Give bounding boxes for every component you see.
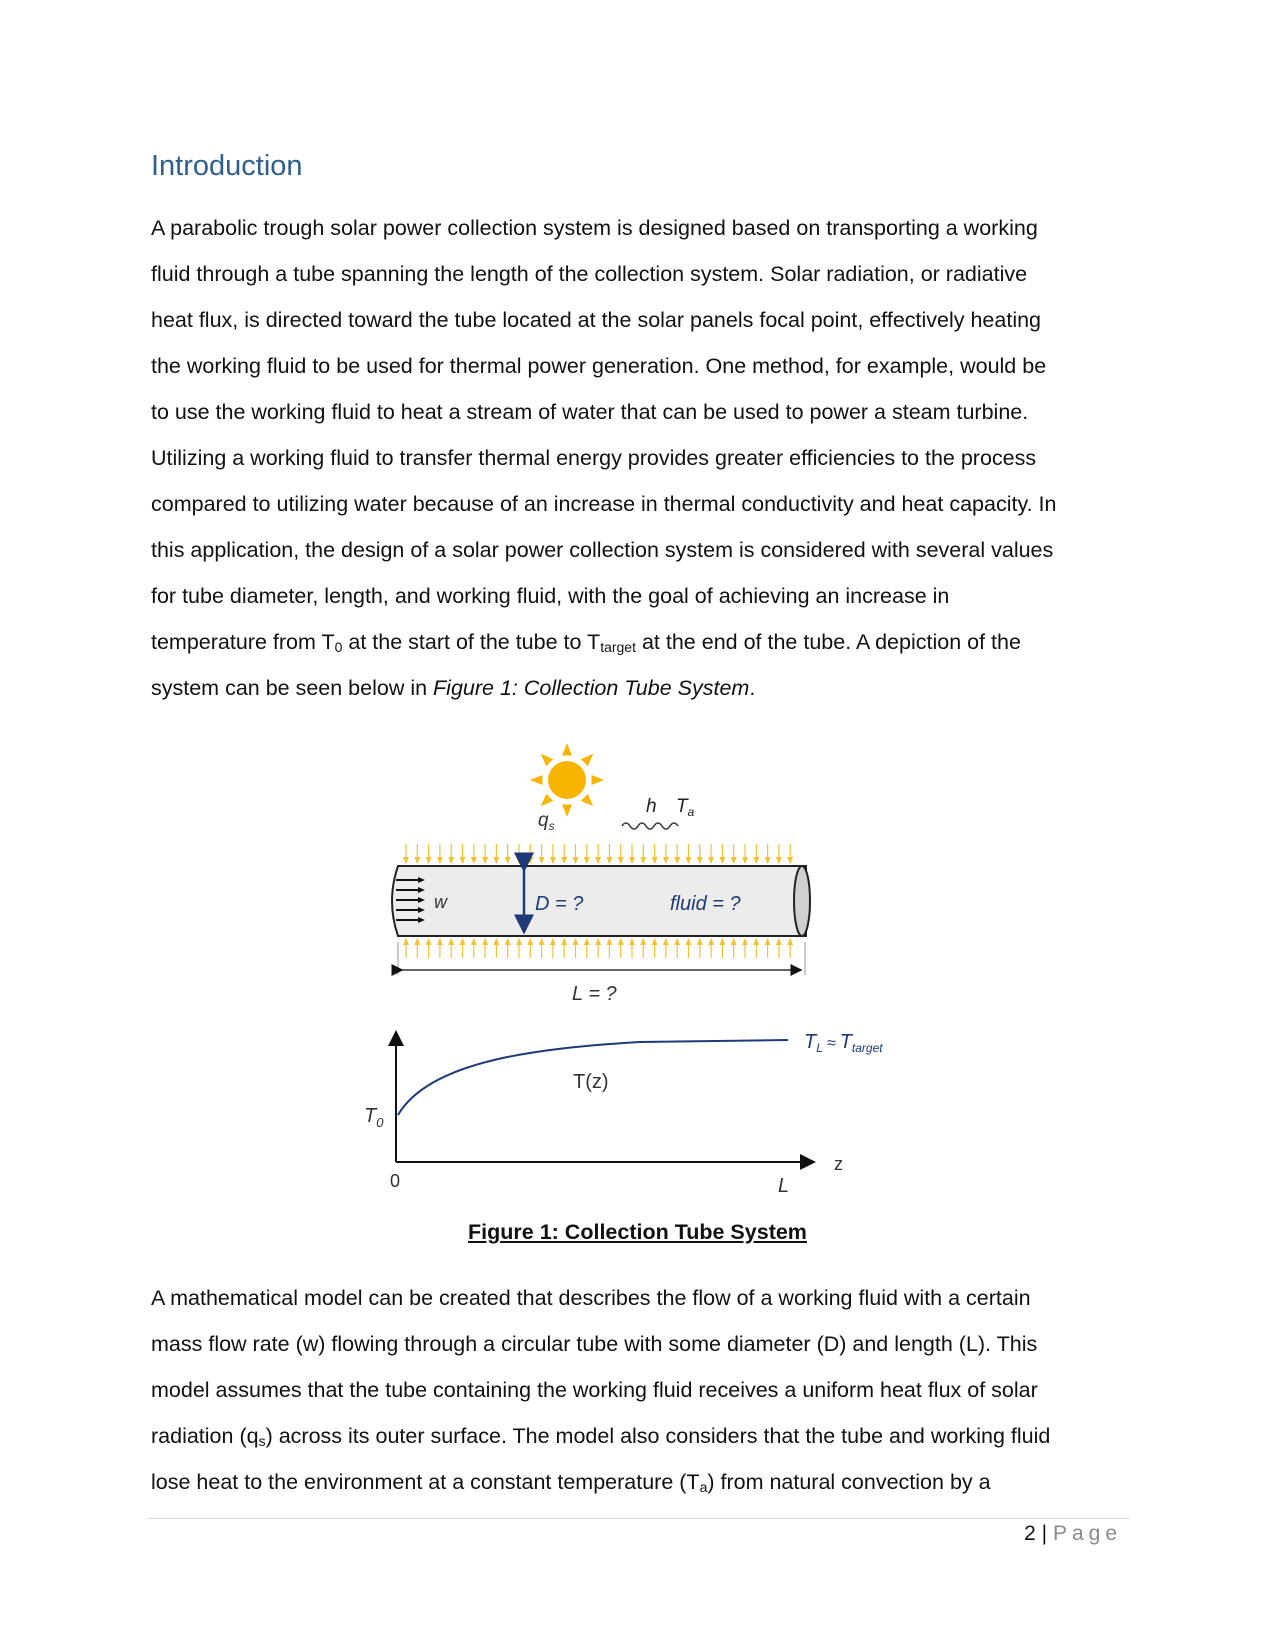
heat-arrowhead xyxy=(493,938,499,945)
text-line: this application, the design of a solar power collection system is considered with several values xyxy=(151,538,1054,562)
heat-arrowhead xyxy=(652,938,658,945)
text-line: for tube diameter, length, and working fluid, with the goal of achieving an increase in xyxy=(151,584,950,608)
text: lose heat to the environment at a constant temperature (T xyxy=(151,1470,700,1494)
heat-arrowhead xyxy=(787,938,793,945)
Ta-label: $T_a$ xyxy=(676,796,695,819)
text-line xyxy=(151,665,1131,711)
heat-arrowhead xyxy=(414,857,420,864)
footer-divider xyxy=(147,1518,1130,1519)
heat-arrowhead xyxy=(403,938,409,945)
page-number: 2 xyxy=(1024,1522,1036,1545)
tube xyxy=(392,866,810,936)
sun-ray xyxy=(541,794,553,806)
heat-arrowhead xyxy=(674,857,680,864)
heat-arrowhead xyxy=(482,938,488,945)
text: ) from natural convection by a xyxy=(707,1470,991,1494)
intro-paragraph xyxy=(151,205,1131,711)
heat-arrowhead xyxy=(640,857,646,864)
footer-separator: | xyxy=(1041,1522,1048,1545)
heat-arrowhead xyxy=(719,938,725,945)
text: ) across its outer surface. The model also considers that the tube and working fluid xyxy=(265,1424,1051,1448)
D-label: D = ? xyxy=(535,893,584,915)
heat-arrowhead xyxy=(505,857,511,864)
heat-arrowhead xyxy=(437,857,443,864)
heat-arrowhead xyxy=(482,857,488,864)
sun-ray xyxy=(541,754,553,766)
heat-arrowhead xyxy=(505,938,511,945)
text-line xyxy=(151,1413,1131,1459)
heat-arrowhead xyxy=(403,857,409,864)
heat-arrowhead xyxy=(550,938,556,945)
heat-arrowhead xyxy=(426,938,432,945)
heat-arrowhead xyxy=(516,938,522,945)
h-label: h xyxy=(646,796,657,817)
heat-arrowhead xyxy=(697,938,703,945)
heat-arrowhead xyxy=(561,857,567,864)
L-label: L = ? xyxy=(572,983,617,1005)
heat-arrowhead xyxy=(686,857,692,864)
sun-ray xyxy=(581,754,593,766)
heat-arrowhead xyxy=(652,857,658,864)
heat-arrowhead xyxy=(719,857,725,864)
text-line xyxy=(151,1459,1131,1505)
text: radiation (q xyxy=(151,1424,259,1448)
text: at the start of the tube to T xyxy=(342,630,601,654)
heat-arrowhead xyxy=(573,857,579,864)
heat-arrowhead xyxy=(539,857,545,864)
heat-arrowhead xyxy=(731,857,737,864)
heat-arrowhead xyxy=(776,857,782,864)
z-label: z xyxy=(834,1154,843,1174)
heat-arrowhead xyxy=(584,857,590,864)
heat-arrowhead xyxy=(516,857,522,864)
page-label: Page xyxy=(1052,1522,1122,1545)
text-line: fluid through a tube spanning the length of the collection system. Solar radiation, or radiative xyxy=(151,262,1028,286)
heat-flux-arrows-bottom xyxy=(403,938,793,958)
heat-arrowhead xyxy=(629,857,635,864)
w-label: w xyxy=(434,892,447,912)
heat-arrowhead xyxy=(731,938,737,945)
heat-arrowhead xyxy=(765,938,771,945)
heat-arrowhead xyxy=(708,938,714,945)
text-line: heat flux, is directed toward the tube located at the solar panels focal point, effectively heating xyxy=(151,308,1042,332)
page-footer xyxy=(1024,1522,1122,1546)
heat-arrowhead xyxy=(595,857,601,864)
heat-arrowhead xyxy=(674,938,680,945)
heat-arrowhead xyxy=(414,938,420,945)
qs-label: $q_s$ xyxy=(538,810,555,833)
text-line xyxy=(151,619,1131,665)
heat-arrowhead xyxy=(753,857,759,864)
sun-ray xyxy=(562,743,572,755)
text-line: compared to utilizing water because of an increase in thermal conductivity and heat capacity. In xyxy=(151,492,1057,516)
T0-label: $T_0$ xyxy=(364,1105,384,1130)
figure-caption: Figure 1: Collection Tube System xyxy=(468,1220,807,1244)
heat-arrowhead xyxy=(663,938,669,945)
text-line: A mathematical model can be created that describes the flow of a working fluid with a certain xyxy=(151,1286,1031,1310)
heat-arrowhead xyxy=(527,938,533,945)
Tz-label: T(z) xyxy=(573,1071,609,1093)
heat-arrowhead xyxy=(765,857,771,864)
heat-arrowhead xyxy=(460,938,466,945)
sun-ray xyxy=(581,794,593,806)
heat-arrowhead xyxy=(573,938,579,945)
heat-arrowhead xyxy=(561,938,567,945)
model-paragraph xyxy=(151,1275,1131,1505)
heat-arrowhead xyxy=(708,857,714,864)
heat-arrowhead xyxy=(742,857,748,864)
heat-arrowhead xyxy=(550,857,556,864)
heat-arrowhead xyxy=(742,938,748,945)
subscript: s xyxy=(258,1433,266,1449)
origin-label: 0 xyxy=(390,1171,401,1191)
TL-target-label: $T_L$ ≈ $T_{target}$ xyxy=(804,1031,883,1055)
heat-arrowhead xyxy=(663,857,669,864)
heat-arrowhead xyxy=(426,857,432,864)
figure-reference: Figure 1: Collection Tube System xyxy=(433,676,750,700)
heat-arrowhead xyxy=(460,857,466,864)
heat-arrowhead xyxy=(618,857,624,864)
heat-arrowhead xyxy=(776,938,782,945)
heat-arrowhead xyxy=(606,857,612,864)
heat-arrowhead xyxy=(629,938,635,945)
text-line: A parabolic trough solar power collection system is designed based on transporting a working xyxy=(151,216,1038,240)
fluid-label: fluid = ? xyxy=(670,893,741,915)
text: . xyxy=(749,676,756,700)
heat-arrowhead xyxy=(448,857,454,864)
heat-arrowhead xyxy=(448,938,454,945)
text: temperature from T xyxy=(151,630,335,654)
heat-arrowhead xyxy=(686,938,692,945)
heat-arrowhead xyxy=(471,938,477,945)
sun-icon xyxy=(530,743,604,817)
subscript: 0 xyxy=(334,639,343,655)
sun-ray xyxy=(592,775,604,785)
heat-flux-arrows-top xyxy=(403,844,793,864)
heat-arrowhead xyxy=(595,938,601,945)
subscript: a xyxy=(699,1479,708,1495)
heat-arrowhead xyxy=(697,857,703,864)
text-line: the working fluid to be used for thermal power generation. One method, for example, would be xyxy=(151,354,1047,378)
text: system can be seen below in xyxy=(151,676,434,700)
text-line: mass flow rate (w) flowing through a circular tube with some diameter (D) and length (L). This xyxy=(151,1332,1038,1356)
section-heading: Introduction xyxy=(151,150,303,182)
heat-arrowhead xyxy=(606,938,612,945)
heat-arrowhead xyxy=(527,857,533,864)
heat-arrowhead xyxy=(539,938,545,945)
heat-arrowhead xyxy=(618,938,624,945)
Lx-label: L xyxy=(778,1175,790,1197)
heat-arrowhead xyxy=(437,938,443,945)
heat-arrowhead xyxy=(471,857,477,864)
heat-arrowhead xyxy=(787,857,793,864)
heat-arrowhead xyxy=(753,938,759,945)
convection-wave xyxy=(622,823,678,829)
text: at the end of the tube. A depiction of the xyxy=(636,630,1021,654)
heat-arrowhead xyxy=(640,938,646,945)
sun-ray xyxy=(530,775,542,785)
text-line: to use the working fluid to heat a stream of water that can be used to power a steam turbine. xyxy=(151,400,1029,424)
text-line: model assumes that the tube containing the working fluid receives a uniform heat flux of solar xyxy=(151,1378,1038,1402)
text-line: Utilizing a working fluid to transfer thermal energy provides greater efficiencies to the process xyxy=(151,446,1037,470)
subscript: target xyxy=(600,639,636,655)
collection-tube-figure xyxy=(340,730,940,1200)
heat-arrowhead xyxy=(584,938,590,945)
heat-arrowhead xyxy=(493,857,499,864)
sun-ray xyxy=(562,805,572,817)
